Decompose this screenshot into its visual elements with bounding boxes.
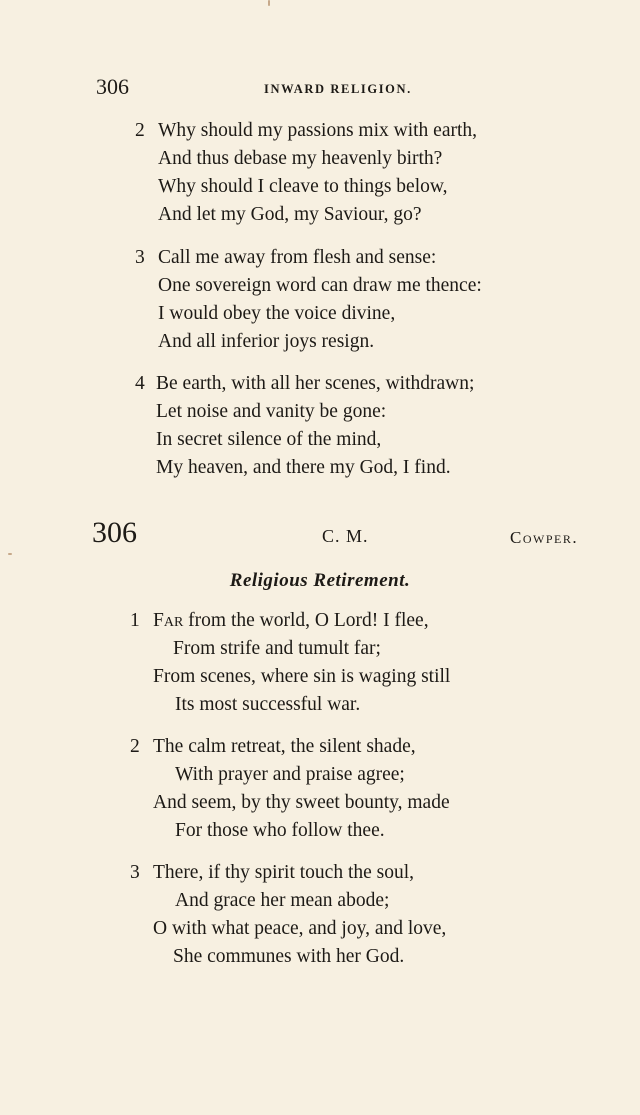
running-head bbox=[96, 74, 596, 104]
hymn-author: Cowper. bbox=[510, 528, 579, 547]
page-number: 306 bbox=[96, 74, 129, 99]
verse-line: From strife and tumult far; bbox=[173, 638, 381, 659]
verse-number: 3 bbox=[130, 862, 140, 883]
verse-line: Why should I cleave to things below, bbox=[158, 176, 448, 197]
verse-line: One sovereign word can draw me thence: bbox=[158, 275, 482, 296]
verse-line: And thus debase my heavenly birth? bbox=[158, 148, 443, 169]
verse-line: My heaven, and there my God, I find. bbox=[156, 457, 451, 478]
verse-number: 2 bbox=[135, 120, 145, 141]
first-word: Far bbox=[153, 610, 184, 631]
verse-line: Be earth, with all her scenes, withdrawn; bbox=[156, 373, 475, 394]
verse-line: I would obey the voice divine, bbox=[158, 303, 396, 324]
verse-line-rest: from the world, O Lord! I flee, bbox=[183, 610, 429, 631]
verse-line: And grace her mean abode; bbox=[175, 890, 390, 911]
verse-line: And let my God, my Saviour, go? bbox=[158, 204, 422, 225]
verse-line: Let noise and vanity be gone: bbox=[156, 401, 387, 422]
verse-line bbox=[153, 610, 429, 632]
verse-line: O with what peace, and joy, and love, bbox=[153, 918, 447, 939]
verse-line: Call me away from flesh and sense: bbox=[158, 247, 437, 268]
verse-line: The calm retreat, the silent shade, bbox=[153, 736, 416, 757]
verse-number: 1 bbox=[130, 610, 140, 631]
verse-line: From scenes, where sin is waging still bbox=[153, 666, 451, 687]
verse-line: In secret silence of the mind, bbox=[156, 429, 382, 450]
verse-line: There, if thy spirit touch the soul, bbox=[153, 862, 415, 883]
paper-speck bbox=[268, 0, 270, 6]
verse-line: And seem, by thy sweet bounty, made bbox=[153, 792, 450, 813]
verse-number: 3 bbox=[135, 247, 145, 268]
running-title: INWARD RELIGION. bbox=[264, 82, 412, 96]
hymn-heading bbox=[0, 516, 640, 556]
verse-line: For those who follow thee. bbox=[175, 820, 385, 841]
verse-line: Why should my passions mix with earth, bbox=[158, 120, 478, 141]
verse-number: 2 bbox=[130, 736, 140, 757]
paper-speck bbox=[8, 553, 12, 555]
verse-line: And all inferior joys resign. bbox=[158, 331, 375, 352]
verse-line: She communes with her God. bbox=[173, 946, 405, 967]
verse-line: With prayer and praise agree; bbox=[175, 764, 405, 785]
hymn-meter: C. M. bbox=[322, 526, 369, 546]
verse-number: 4 bbox=[135, 373, 145, 394]
hymn-number: 306 bbox=[92, 516, 137, 549]
hymn-title: Religious Retirement. bbox=[229, 570, 411, 591]
verse-line: Its most successful war. bbox=[175, 694, 361, 715]
